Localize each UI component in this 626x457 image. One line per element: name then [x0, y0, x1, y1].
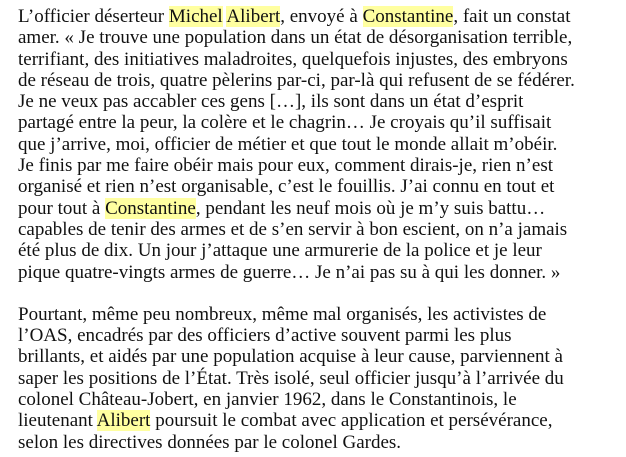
- text-segment: de réseau de trois, quatre pèlerins par-ci, par-là qui refusent de se fédérer.: [18, 69, 575, 91]
- text-line: [18, 304, 618, 325]
- text-line: [18, 198, 618, 219]
- text-segment: Je ne veux pas accabler ces gens […], ils sont dans un état d’esprit: [18, 91, 524, 113]
- text-line: [18, 262, 618, 283]
- text-line: [18, 49, 618, 70]
- text-segment: pour tout à: [18, 197, 106, 219]
- text-line: [18, 70, 618, 91]
- text-segment: organisé et rien n’est organisable, c’est le fouillis. J’ai connu en tout et: [18, 176, 555, 198]
- text-line: [18, 410, 618, 431]
- paragraph-1: [18, 6, 618, 283]
- text-segment: amer. « Je trouve une population dans un état de désorganisation terrible,: [18, 27, 573, 49]
- text-segment: Je finis par me faire obéir mais pour eux, comment dirais-je, rien n’est: [18, 155, 553, 177]
- text-line: [18, 240, 618, 261]
- text-segment: selon les directives données par le colonel Gardes.: [18, 431, 402, 453]
- text-segment: saper les positions de l’État. Très isolé, seul officier jusqu’à l’arrivée du: [18, 367, 564, 389]
- text-line: [18, 6, 618, 27]
- text-segment: que j’arrive, moi, officier de métier et que tout le monde allait m’obéir.: [18, 133, 558, 155]
- text-segment: Pourtant, même peu nombreux, même mal organisés, les activistes de: [18, 303, 547, 325]
- text-line: [18, 368, 618, 389]
- text-segment: terrifiant, des initiatives maladroites, quelquefois injustes, des embryons: [18, 48, 568, 70]
- text-segment: poursuit le combat avec application et persévérance,: [150, 410, 553, 432]
- text-line: [18, 346, 618, 367]
- text-segment: capables de tenir des armes et de s’en servir à bon escient, on n’a jamais: [18, 218, 568, 240]
- text-line: [18, 91, 618, 112]
- text-line: [18, 389, 618, 410]
- text-line: [18, 219, 618, 240]
- text-segment: été plus de dix. Un jour j’attaque une armurerie de la police et je leur: [18, 240, 542, 262]
- text-segment: partagé entre la peur, la colère et le chagrin… Je croyais qu’il suffisait: [18, 112, 552, 134]
- text-line: [18, 134, 618, 155]
- highlighted-term: Alibert: [226, 6, 281, 27]
- text-line: [18, 325, 618, 346]
- text-line: [18, 112, 618, 133]
- highlighted-term: Alibert: [96, 410, 151, 432]
- text-segment: L’officier déserteur: [18, 6, 169, 27]
- text-segment: , pendant les neuf mois où je m’y suis battu…: [195, 197, 546, 219]
- document-page: [18, 6, 618, 453]
- text-line: [18, 432, 618, 453]
- text-line: [18, 27, 618, 48]
- highlighted-term: Michel: [168, 6, 223, 27]
- text-segment: l’OAS, encadrés par des officiers d’active souvent parmi les plus: [18, 325, 512, 347]
- text-line: [18, 155, 618, 176]
- text-segment: lieutenant: [18, 410, 97, 432]
- text-segment: pique quatre-vingts armes de guerre… Je n’ai pas su à qui les donner. »: [18, 261, 561, 283]
- text-segment: , envoyé à: [280, 6, 363, 27]
- highlighted-term: Constantine: [105, 197, 196, 219]
- text-segment: , fait un constat: [453, 6, 571, 27]
- text-segment: brillants, et aidés par une population acquise à leur cause, parviennent à: [18, 346, 563, 368]
- highlighted-term: Constantine: [362, 6, 454, 27]
- paragraph-2: [18, 304, 618, 453]
- text-line: [18, 176, 618, 197]
- text-segment: colonel Château-Jobert, en janvier 1962, dans le Constantinois, le: [18, 389, 517, 411]
